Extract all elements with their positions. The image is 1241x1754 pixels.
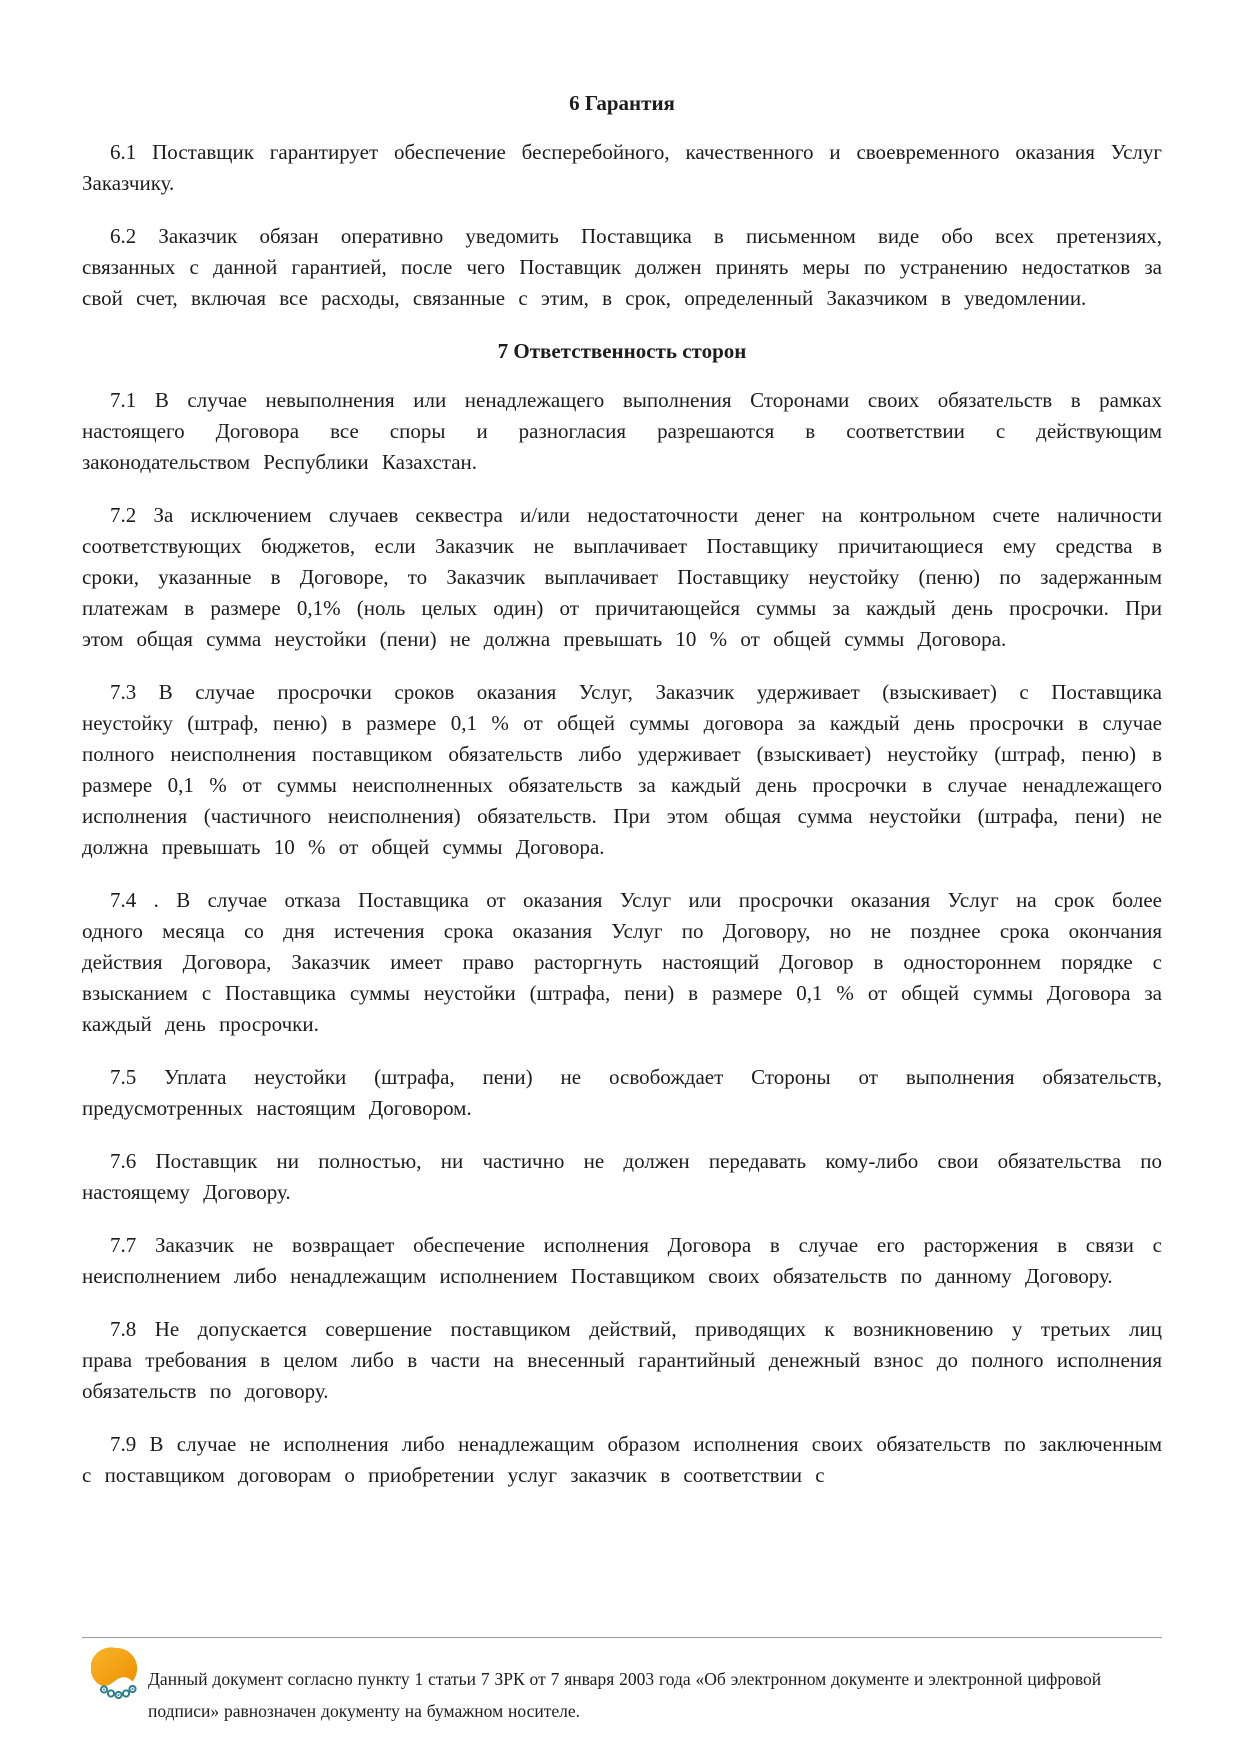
footer-divider <box>82 1637 1162 1638</box>
paragraph-6-1: 6.1 Поставщик гарантирует обеспечение бесперебойного, качественного и своевременного оказания Услуг Заказчику. <box>82 140 1162 195</box>
e-document-stamp-icon <box>91 1646 143 1700</box>
paragraph-7-8: 7.8 Не допускается совершение поставщиком действий, приводящих к возникновению у третьих лиц права требования в целом либо в части на внесенный гарантийный денежный взнос до полного исполнения обязательств по договору. <box>82 1317 1162 1403</box>
paragraph-6-2: 6.2 Заказчик обязан оперативно уведомить Поставщика в письменном виде обо всех претензиях, связанных с данной гарантией, после чего Поставщик должен принять меры по устранению недостатков за свой счет, включая все расходы, связанные с этим, в срок, определенный Заказчиком в уведомлении. <box>82 224 1162 310</box>
paragraph-7-4: 7.4 . В случае отказа Поставщика от оказания Услуг или просрочки оказания Услуг на срок более одного месяца со дня истечения срока оказания Услуг по Договору, но не позднее срока окончания действия Договора, Заказчик имеет право расторгнуть настоящий Договор в одностороннем порядке с взысканием с Поставщика суммы неустойки (штрафа, пени) в размере 0,1 % от общей суммы Договора за каждый день просрочки. <box>82 888 1162 1036</box>
paragraph-7-5: 7.5 Уплата неустойки (штрафа, пени) не освобождает Стороны от выполнения обязательств, предусмотренных настоящим Договором. <box>82 1065 1162 1120</box>
paragraph-7-9: 7.9 В случае не исполнения либо ненадлежащим образом исполнения своих обязательств по заключенным с поставщиком договорам о приобретении услуг заказчик в соответствии с <box>82 1432 1162 1487</box>
section-heading-7-liability: 7 Ответственность сторон <box>497 339 747 363</box>
section-heading-6-guarantee: 6 Гарантия <box>569 91 675 115</box>
paragraph-7-3: 7.3 В случае просрочки сроков оказания Услуг, Заказчик удерживает (взыскивает) с Поставщика неустойку (штраф, пеню) в размере 0,1 % от общей суммы договора за каждый день просрочки в случае полного неисполнения поставщиком обязательств либо удерживает (взыскивает) неустойку (штраф, пеню) в размере 0,1 % от суммы неисполненных обязательств за каждый день просрочки в случае ненадлежащего исполнения (частичного неисполнения) обязательств. При этом общая сумма неустойки (штрафа, пени) не должна превышать 10 % от общей суммы Договора. <box>82 680 1162 859</box>
paragraph-7-7: 7.7 Заказчик не возвращает обеспечение исполнения Договора в случае его расторжения в связи с неисполнением либо ненадлежащим исполнением Поставщиком своих обязательств по данному Договору. <box>82 1233 1162 1288</box>
paragraph-7-1: 7.1 В случае невыполнения или ненадлежащего выполнения Сторонами своих обязательств в рамках настоящего Договора все споры и разногласия разрешаются в соответствии с действующим законодательством Республики Казахстан. <box>82 388 1162 474</box>
footer-legal-note: Данный документ согласно пункту 1 статьи 7 ЗРК от 7 января 2003 года «Об электронном документе и электронной цифровой подписи» равнозначен документу на бумажном носителе. <box>148 1668 1102 1721</box>
paragraph-7-6: 7.6 Поставщик ни полностью, ни частично не должен передавать кому-либо свои обязательства по настоящему Договору. <box>82 1149 1162 1204</box>
paragraph-7-2: 7.2 За исключением случаев секвестра и/или недостаточности денег на контрольном счете наличности соответствующих бюджетов, если Заказчик не выплачивает Поставщику причитающиеся ему средства в сроки, указанные в Договоре, то Заказчик выплачивает Поставщику неустойку (пеню) по задержанным платежам в размере 0,1% (ноль целых один) от причитающейся суммы за каждый день просрочки. При этом общая сумма неустойки (пени) не должна превышать 10 % от общей суммы Договора. <box>82 503 1162 651</box>
